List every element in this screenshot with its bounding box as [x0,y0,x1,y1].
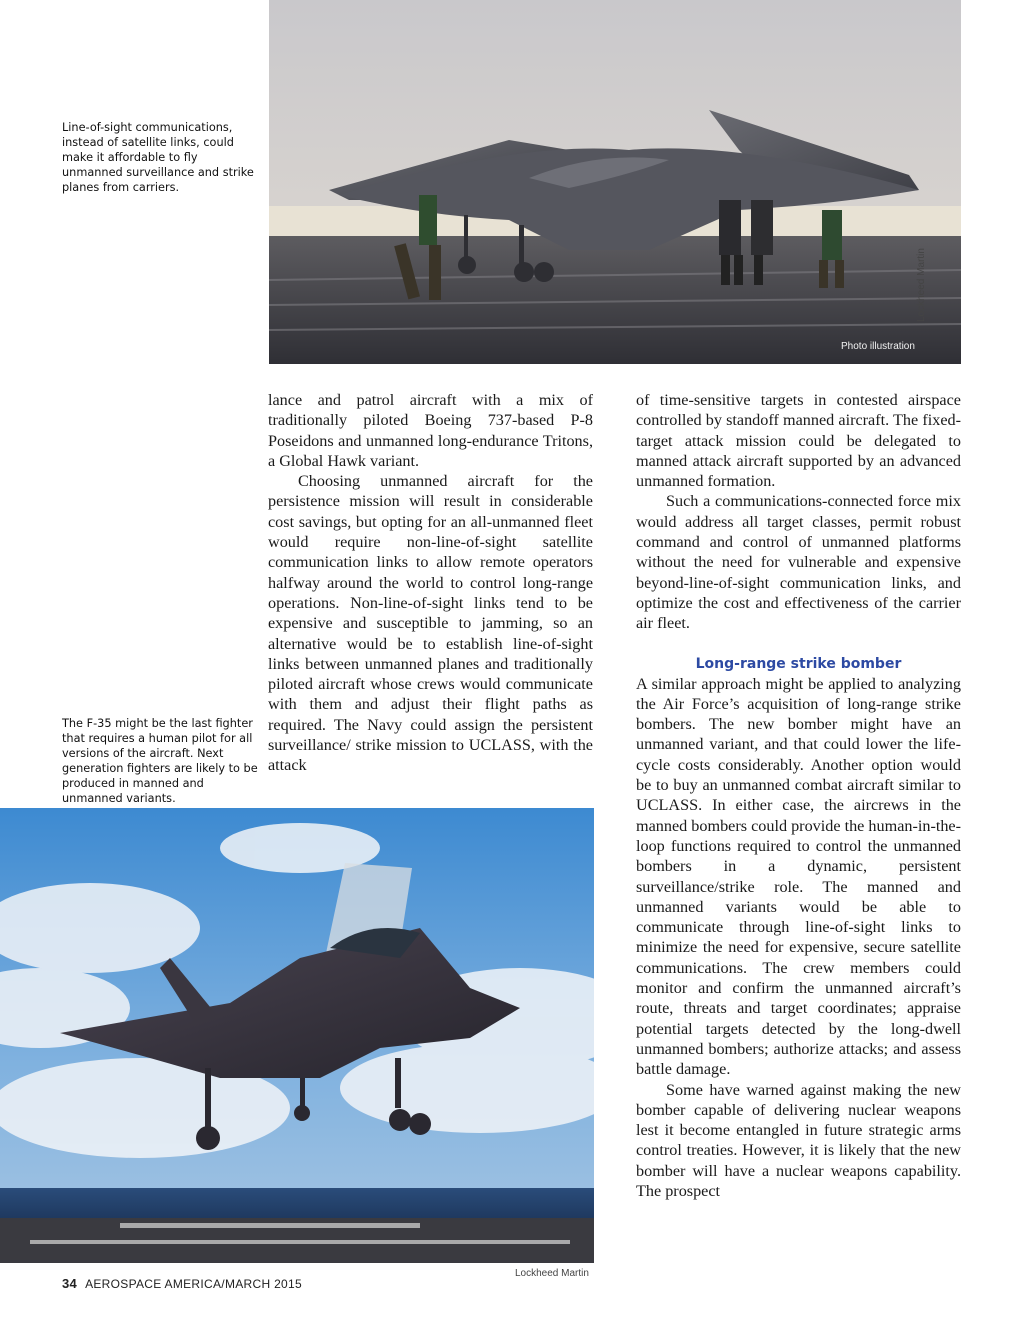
col1-paragraph-2: Choosing unmanned aircraft for the persistence mission will result in considerable cost savings, but opting for an all-unmanned fleet would require non-line-of-sight satellite communication links to allow remote operators halfway around the world to control long-range operations. Non-line-of-sight links tend to be expensive and susceptible to jamming, so an alternative would be to establish line-of-sight links between unmanned planes and traditionally piloted aircraft whose crews would communicate with them and adjust their flight paths as required. The Navy could assign the persistent surveillance/ strike mission to UCLASS, with the attack [268,472,593,775]
col2-paragraph-3: A similar approach might be applied to analyzing the Air Force’s acquisition of long-range strike bombers. The new bomber might have an unmanned variant, and that could lower the life-cycle costs considerably. Another option would be to buy an unmanned combat aircraft similar to UCLASS. In either case, the aircrews in the manned bombers could provide the human-in-the-loop functions required to control the unmanned bombers in a dynamic, persistent surveillance/strike role. The manned and unmanned variants would be able to communicate through line-of-sight links to minimize the need for expensive, secure satellite communications. The crew members could monitor and confirm the unmanned aircraft’s route, threats and target coordinates; appraise potential targets detected by the long-dwell unmanned bombers; authorize attacks; and assess battle damage. [636,674,962,1079]
bottom-photo [0,808,594,1263]
photo-caption-top: Line-of-sight communications, instead of satellite links, could make it affordable to fly unmanned surveillance and strike planes from carriers. [62,121,254,194]
article-column-1 [268,390,593,776]
col2-paragraph-4: Some have warned against making the new bomber capable of delivering nuclear weapons lest it become entangled in future strategic arms control treaties. However, it is likely that the new bomber will have a nuclear weapons capability. The prospect [636,1080,961,1200]
f35-landing-photo [0,808,594,1263]
page-number: 34 [62,1276,78,1291]
article-column-2 [636,390,961,1201]
col1-paragraph-1: lance and patrol aircraft with a mix of traditionally piloted Boeing 737-based P-8 Poseidons and unmanned long-endurance Tritons, a Global Hawk variant. [268,391,593,470]
top-photo [269,0,961,364]
top-photo-credit: Lockheed Martin [916,248,927,322]
photo-illustration-label: Photo illustration [841,341,915,352]
col2-paragraph-1: of time-sensitive targets in contested airspace controlled by standoff manned aircraft. The fixed-target attack mission could be delegated to manned attack aircraft supported by an advanced unmanned formation. [636,391,961,491]
photo-caption-middle: The F-35 might be the last fighter that requires a human pilot for all versions of the aircraft. Next generation fighters are likely to be produced in manned and unmanned variants. [62,717,258,805]
publication-name: AEROSPACE AMERICA/MARCH 2015 [85,1277,302,1291]
section-subhead: Long-range strike bomber [695,655,902,672]
col2-paragraph-2: Such a communications-connected force mix would address all target classes, permit robust command and control of unmanned platforms without the need for vulnerable and expensive beyond-line-of-sight communication links, and optimize the cost and effectiveness of the carrier air fleet. [636,492,961,633]
bottom-photo-credit: Lockheed Martin [515,1268,589,1279]
unmanned-aircraft-carrier-illustration [269,0,961,364]
page-footer [62,1276,302,1291]
